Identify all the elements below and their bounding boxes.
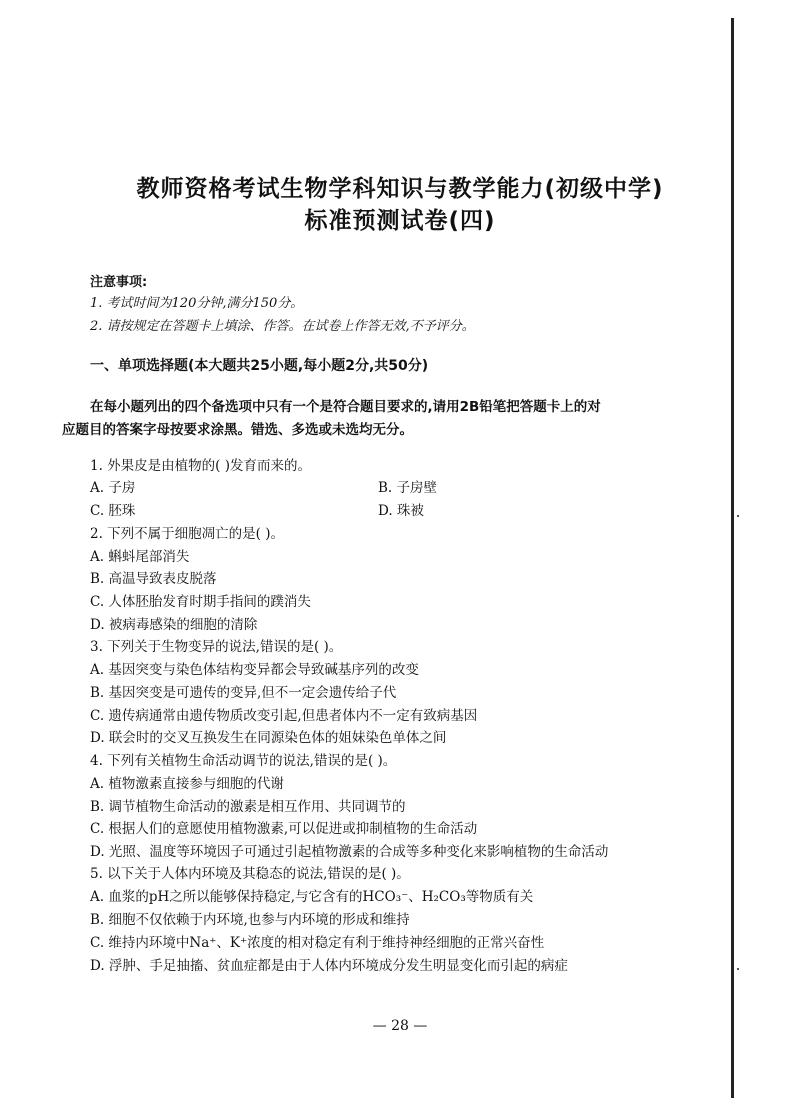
question-stem: 3. 下列关于生物变异的说法,错误的是( )。: [90, 639, 343, 655]
option: A. 基因突变与染色体结构变异都会导致碱基序列的改变: [90, 662, 419, 678]
option: A. 血浆的pH之所以能够保持稳定,与它含有的HCO₃⁻、H₂CO₃等物质有关: [90, 889, 534, 905]
page-title: 教师资格考试生物学科知识与教学能力(初级中学): [136, 176, 664, 202]
option: A. 植物激素直接参与细胞的代谢: [90, 776, 284, 792]
option: D. 被病毒感染的细胞的清除: [90, 617, 258, 633]
notice-item: 1. 考试时间为120分钟,满分150分。: [90, 296, 304, 311]
option: B. 调节植物生命活动的激素是相互作用、共同调节的: [90, 799, 406, 815]
option: D. 珠被: [378, 503, 424, 519]
question-stem: 1. 外果皮是由植物的( )发育而来的。: [90, 458, 311, 474]
option: B. 高温导致表皮脱落: [90, 571, 217, 587]
option: D. 联会时的交叉互换发生在同源染色体的姐妹染色单体之间: [90, 730, 447, 746]
notice-item: 2. 请按规定在答题卡上填涂、作答。在试卷上作答无效,不予评分。: [90, 319, 475, 334]
option: D. 光照、温度等环境因子可通过引起植物激素的合成等多种变化来影响植物的生命活动: [90, 844, 609, 860]
option: C. 维持内环境中Na⁺、K⁺浓度的相对稳定有利于维持神经细胞的正常兴奋性: [90, 935, 545, 951]
option: A. 蝌蚪尾部消失: [90, 549, 190, 565]
section-heading: 一、单项选择题(本大题共25小题,每小题2分,共50分): [90, 358, 429, 374]
option: B. 子房壁: [378, 480, 438, 496]
notice-heading: 注意事项:: [90, 275, 148, 290]
option: C. 人体胚胎发育时期手指间的蹼消失: [90, 594, 311, 610]
scan-speck: [737, 515, 739, 517]
page-subtitle: 标准预测试卷(四): [304, 208, 496, 234]
option: C. 胚珠: [90, 503, 136, 519]
section-instruction: 应题目的答案字母按要求涂黑。错选、多选或未选均无分。: [62, 422, 413, 438]
question-stem: 2. 下列不属于细胞凋亡的是( )。: [90, 526, 284, 542]
section-instruction: 在每小题列出的四个备选项中只有一个是符合题目要求的,请用2B铅笔把答题卡上的对: [90, 399, 601, 415]
option: B. 细胞不仅依赖于内环境,也参与内环境的形成和维持: [90, 912, 410, 928]
question-stem: 5. 以下关于人体内环境及其稳态的说法,错误的是( )。: [90, 866, 410, 882]
option: C. 根据人们的意愿使用植物激素,可以促进或抑制植物的生命活动: [90, 821, 478, 837]
scan-speck: [737, 968, 739, 970]
option: C. 遗传病通常由遗传物质改变引起,但患者体内不一定有致病基因: [90, 708, 478, 724]
question-stem: 4. 下列有关植物生命活动调节的说法,错误的是( )。: [90, 753, 397, 769]
option: D. 浮肿、手足抽搐、贫血症都是由于人体内环境成分发生明显变化而引起的病症: [90, 958, 568, 974]
option: A. 子房: [90, 480, 136, 496]
page-number: — 28 —: [372, 1018, 428, 1034]
option: B. 基因突变是可遗传的变异,但不一定会遗传给子代: [90, 685, 397, 701]
